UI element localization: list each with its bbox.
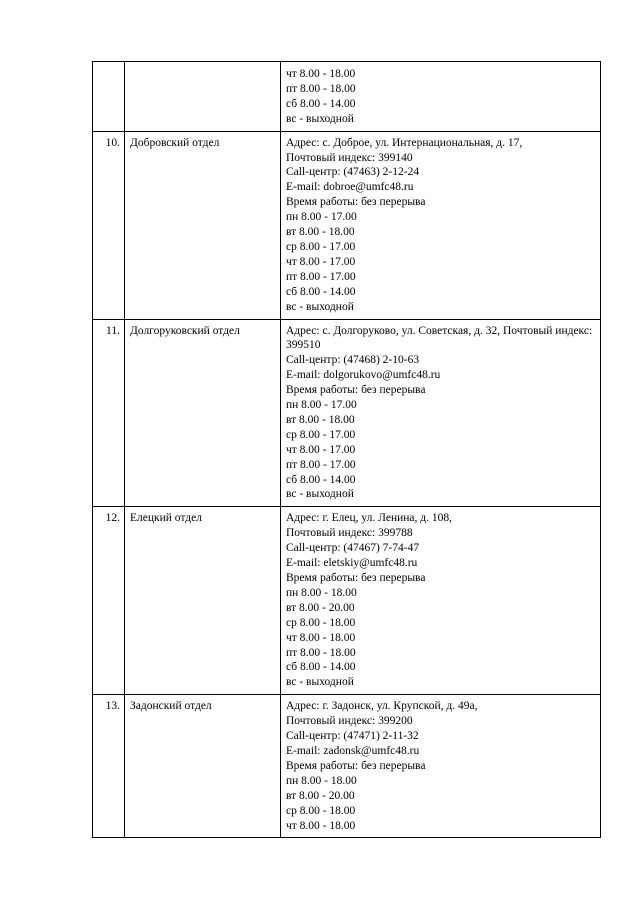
schedule-sun: вс - выходной (286, 112, 354, 125)
schedule-thu: чт 8.00 - 18.00 (286, 68, 356, 80)
office-name: Елецкий отдел (130, 512, 202, 525)
schedule-sat: сб 8.00 - 14.00 (286, 97, 356, 110)
schedule-tue: вт 8.00 - 18.00 (286, 226, 355, 239)
office-info (281, 62, 600, 131)
schedule-fri: пт 8.00 - 18.00 (286, 82, 356, 95)
schedule-fri: пт 8.00 - 18.00 (286, 646, 356, 659)
office-name-cell (125, 62, 281, 132)
email: E-mail: eletskiy@umfc48.ru (286, 557, 418, 570)
schedule-fri: пт 8.00 - 17.00 (286, 458, 356, 471)
schedule-wed: ср 8.00 - 17.00 (286, 428, 356, 441)
schedule-tue: вт 8.00 - 20.00 (286, 789, 355, 802)
row-number-cell (93, 62, 125, 132)
email: E-mail: zadonsk@umfc48.ru (286, 744, 420, 757)
row-number-cell (93, 319, 125, 507)
address: Адрес: г. Елец, ул. Ленина, д. 108, (286, 512, 453, 525)
schedule-tue: вт 8.00 - 18.00 (286, 413, 355, 426)
postal-code: Почтовый индекс: 399788 (286, 527, 413, 540)
email: E-mail: dolgorukovo@umfc48.ru (286, 369, 441, 382)
working-hours: Время работы: без перерыва (286, 384, 426, 397)
working-hours: Время работы: без перерыва (286, 572, 426, 584)
schedule-wed: ср 8.00 - 17.00 (286, 240, 356, 253)
office-name (125, 62, 280, 66)
office-name-cell (125, 695, 281, 838)
schedule-wed: ср 8.00 - 18.00 (286, 804, 356, 817)
call-center: Call-центр: (47463) 2-12-24 (286, 166, 420, 179)
office-name: Долгоруковский отдел (130, 324, 240, 337)
schedule-thu: чт 8.00 - 18.00 (286, 819, 356, 832)
working-hours: Время работы: без перерыва (286, 196, 426, 209)
schedule-sat: сб 8.00 - 14.00 (286, 473, 356, 486)
office-info (281, 132, 600, 319)
table-row (93, 507, 601, 695)
office-name: Добровский отдел (130, 136, 220, 149)
postal-code: Почтовый индекс: 399200 (286, 715, 413, 728)
office-name: Задонский отдел (130, 700, 212, 713)
schedule-sun: вс - выходной (286, 676, 354, 689)
row-number-cell (93, 695, 125, 838)
schedule-mon: пн 8.00 - 18.00 (286, 774, 357, 787)
office-info (281, 695, 600, 837)
schedule-thu: чт 8.00 - 18.00 (286, 631, 356, 644)
office-info-cell (281, 507, 601, 695)
row-number: 13. (105, 700, 120, 713)
working-hours: Время работы: без перерыва (286, 759, 426, 772)
row-number-cell (93, 507, 125, 695)
row-number: 10. (105, 136, 120, 149)
table-row (93, 319, 601, 507)
table-row (93, 62, 601, 132)
schedule-sun: вс - выходной (286, 300, 354, 313)
schedule-sat: сб 8.00 - 14.00 (286, 661, 356, 674)
address: Адрес: с. Долгоруково, ул. Советская, д. 32, Почтовый индекс: 399510 (286, 324, 593, 352)
office-name-cell (125, 131, 281, 319)
row-number: 12. (105, 512, 120, 525)
schedule-tue: вт 8.00 - 20.00 (286, 601, 355, 614)
table-row (93, 695, 601, 838)
schedule-sun: вс - выходной (286, 488, 354, 501)
row-number: 11. (106, 324, 120, 337)
schedule-fri: пт 8.00 - 17.00 (286, 270, 356, 283)
office-info-cell (281, 319, 601, 507)
office-name-cell (125, 507, 281, 695)
office-info-cell (281, 62, 601, 132)
call-center: Call-центр: (47468) 2-10-63 (286, 354, 420, 367)
table-row (93, 131, 601, 319)
office-name-cell (125, 319, 281, 507)
call-center: Call-центр: (47471) 2-11-32 (286, 730, 419, 743)
schedule-mon: пн 8.00 - 18.00 (286, 586, 357, 599)
schedule-thu: чт 8.00 - 17.00 (286, 255, 356, 268)
schedule-thu: чт 8.00 - 17.00 (286, 443, 356, 456)
office-info (281, 320, 600, 507)
row-number (93, 62, 124, 66)
office-info (281, 507, 600, 694)
schedule-wed: ср 8.00 - 18.00 (286, 616, 356, 629)
schedule-mon: пн 8.00 - 17.00 (286, 399, 357, 412)
row-number-cell (93, 131, 125, 319)
schedule-sat: сб 8.00 - 14.00 (286, 285, 356, 298)
office-info-cell (281, 131, 601, 319)
schedule-mon: пн 8.00 - 17.00 (286, 211, 357, 224)
postal-code: Почтовый индекс: 399140 (286, 151, 413, 164)
email: E-mail: dobroe@umfc48.ru (286, 181, 414, 194)
call-center: Call-центр: (47467) 7-74-47 (286, 542, 420, 555)
offices-table (92, 61, 601, 838)
address: Адрес: г. Задонск, ул. Крупской, д. 49а, (286, 700, 478, 713)
address: Адрес: с. Доброе, ул. Интернациональная, д. 17, (286, 136, 523, 149)
office-info-cell (281, 695, 601, 838)
